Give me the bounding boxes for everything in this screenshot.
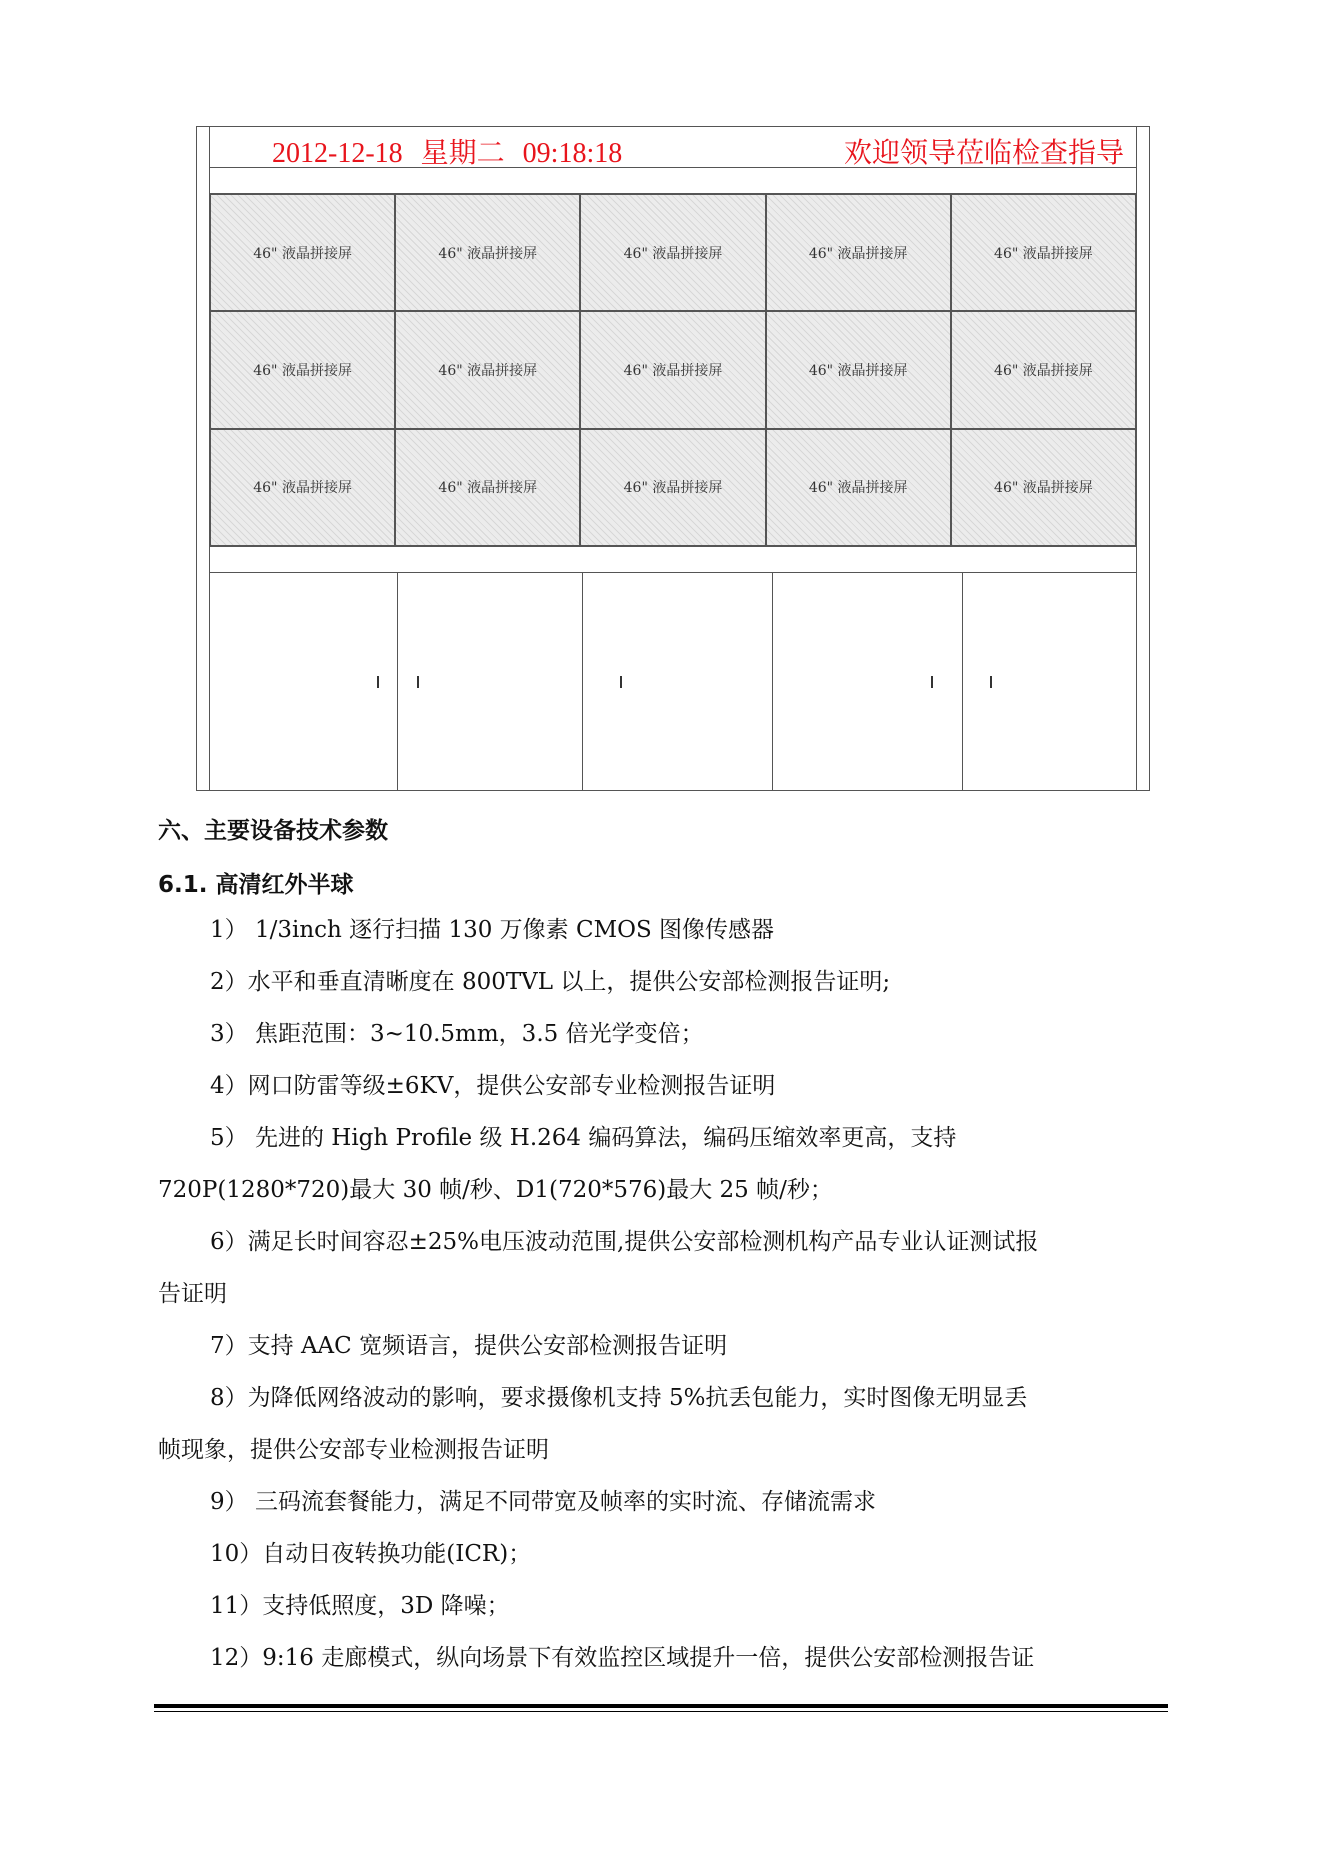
lcd-screen-panel: 46" 液晶拼接屏 [766,311,951,428]
lcd-screen-grid [210,194,1136,546]
video-wall-diagram [196,126,1150,791]
lcd-screen-panel: 46" 液晶拼接屏 [210,429,395,546]
spec-item-continued: 720P(1280*720)最大 30 帧/秒、D1(720*576)最大 25 帧/秒； [158,1177,833,1203]
cabinet-divider [582,573,583,790]
cabinet-handle [931,676,933,688]
spec-item: 11）支持低照度，3D 降噪； [210,1593,510,1619]
lcd-screen-panel: 46" 液晶拼接屏 [951,311,1136,428]
footer-rule-thick [154,1704,1168,1708]
banner-weekday: 星期二 [420,138,505,169]
cabinet-divider [397,573,398,790]
subsection-heading: 6.1. 高清红外半球 [158,872,354,898]
lcd-screen-panel: 46" 液晶拼接屏 [580,194,765,311]
lcd-screen-panel: 46" 液晶拼接屏 [395,311,580,428]
spec-item: 2）水平和垂直清晰度在 800TVL 以上，提供公安部检测报告证明; [210,969,891,995]
cabinet-handle [990,676,992,688]
spec-item: 9） 三码流套餐能力，满足不同带宽及帧率的实时流、存储流需求 [210,1489,876,1515]
spec-item: 10）自动日夜转换功能(ICR)； [210,1541,532,1567]
cabinet-handle [620,676,622,688]
footer-rule-thin [154,1711,1168,1712]
lcd-screen-panel: 46" 液晶拼接屏 [766,429,951,546]
lcd-screen-panel: 46" 液晶拼接屏 [580,311,765,428]
banner-spacer [210,167,1136,194]
banner-date: 2012-12-18 [272,138,403,169]
video-wall-frame [209,127,1137,790]
cabinet-handle [417,676,419,688]
cabinet-row [210,573,1136,790]
cabinet-divider [962,573,963,790]
cabinet-divider [772,573,773,790]
spec-item: 5） 先进的 High Profile 级 H.264 编码算法，编码压缩效率更高，支持 [210,1125,957,1151]
lcd-screen-panel: 46" 液晶拼接屏 [210,311,395,428]
banner-time: 09:18:18 [522,138,623,169]
spec-item: 8）为降低网络波动的影响，要求摄像机支持 5%抗丢包能力，实时图像无明显丢 [210,1385,1028,1411]
led-banner [210,127,1136,168]
spec-item: 7）支持 AAC 宽频语言，提供公安部检测报告证明 [210,1333,728,1359]
lcd-screen-panel: 46" 液晶拼接屏 [395,194,580,311]
spec-item-continued: 帧现象，提供公安部专业检测报告证明 [158,1437,549,1463]
lcd-screen-panel: 46" 液晶拼接屏 [580,429,765,546]
spec-item: 6）满足长时间容忍±25%电压波动范围,提供公安部检测机构产品专业认证测试报 [210,1229,1039,1255]
lcd-screen-panel: 46" 液晶拼接屏 [766,194,951,311]
spec-item: 12）9:16 走廊模式，纵向场景下有效监控区域提升一倍，提供公安部检测报告证 [210,1645,1035,1671]
lcd-screen-panel: 46" 液晶拼接屏 [951,194,1136,311]
section-heading: 六、主要设备技术参数 [158,818,388,844]
screen-base-strip [210,546,1136,573]
spec-item: 3） 焦距范围：3~10.5mm，3.5 倍光学变倍； [210,1021,704,1047]
banner-welcome: 欢迎领导莅临检查指导 [843,136,1124,169]
lcd-screen-panel: 46" 液晶拼接屏 [395,429,580,546]
cabinet-handle [377,676,379,688]
lcd-screen-panel: 46" 液晶拼接屏 [951,429,1136,546]
spec-item: 4）网口防雷等级±6KV，提供公安部专业检测报告证明 [210,1073,776,1099]
spec-item-continued: 告证明 [158,1281,227,1307]
lcd-screen-panel: 46" 液晶拼接屏 [210,194,395,311]
banner-datetime [272,131,622,171]
spec-item: 1） 1/3inch 逐行扫描 130 万像素 CMOS 图像传感器 [210,917,775,943]
